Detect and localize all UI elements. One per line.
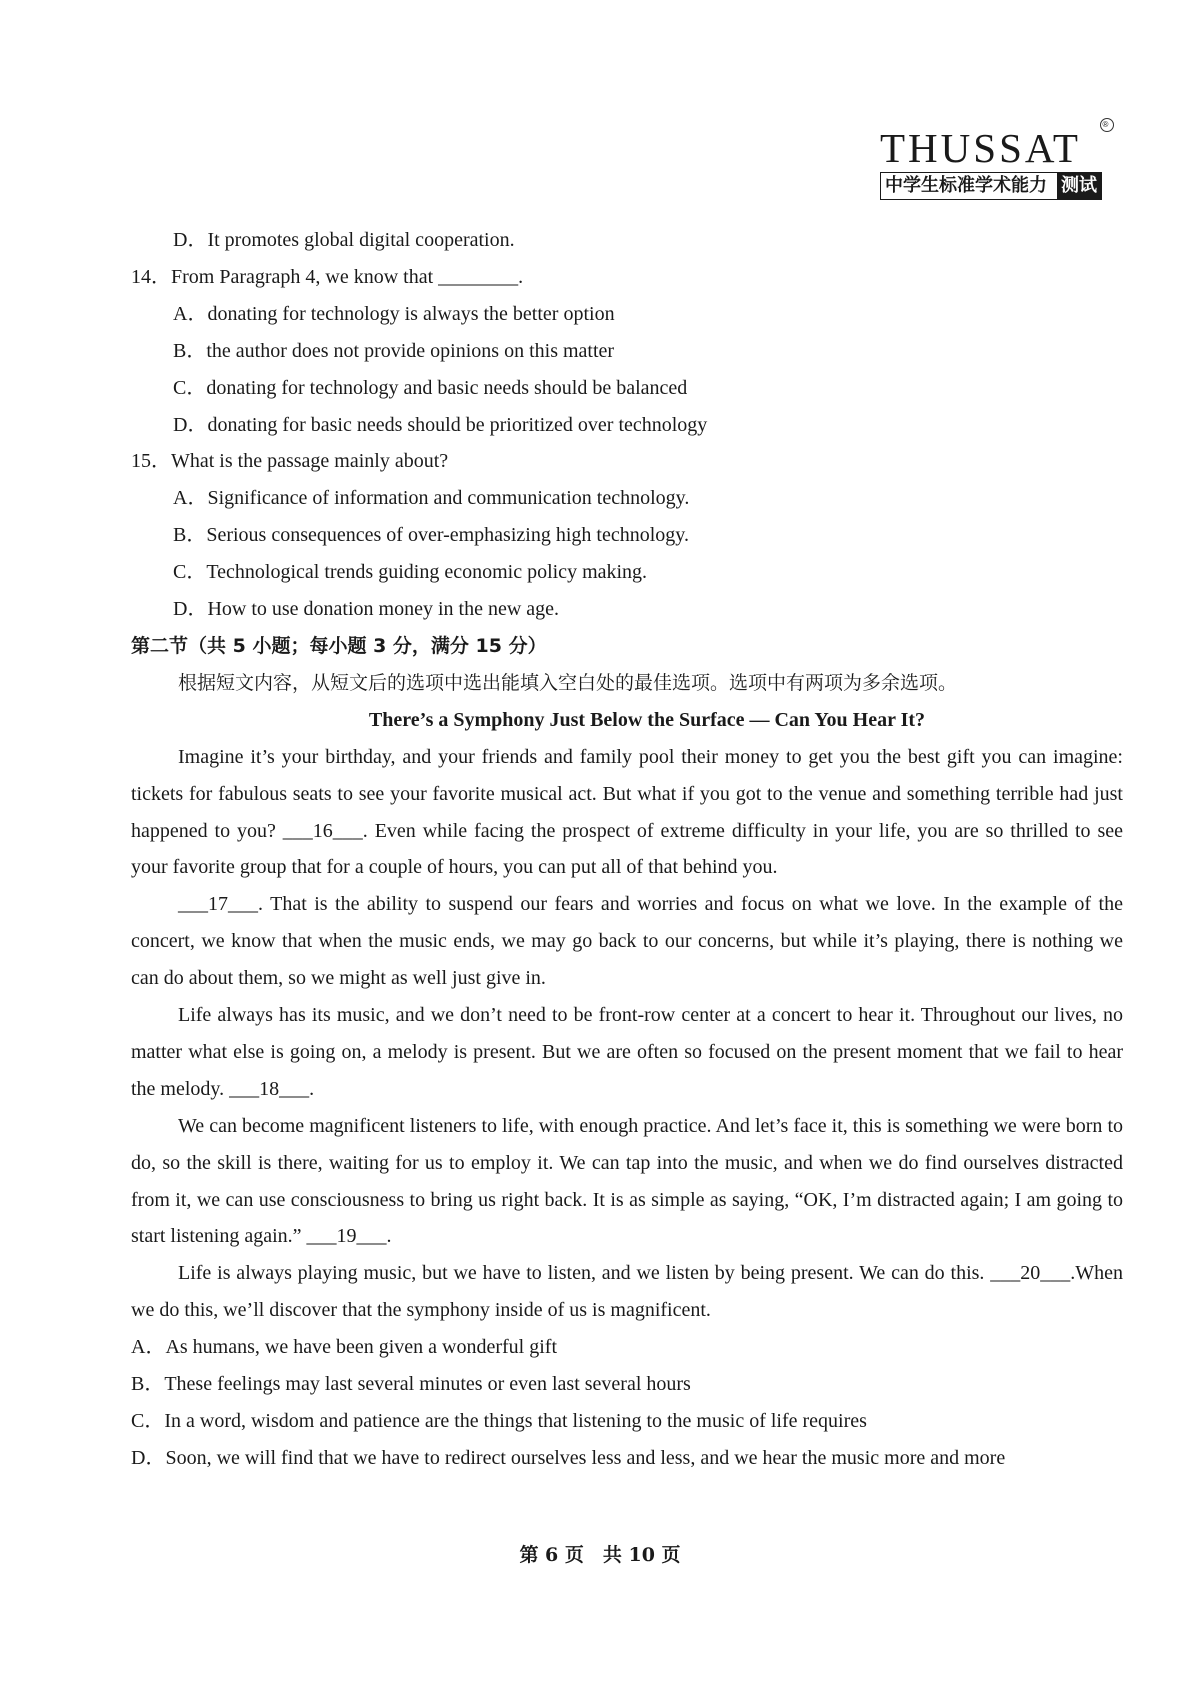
page-number-footer: 第 6 页 共 10 页	[519, 1544, 681, 1566]
section-heading: 第二节（共 5 小题；每小题 3 分，满分 15 分）	[131, 634, 547, 657]
q15-option-c: C．Technological trends guiding economic policy making.	[173, 561, 648, 584]
registered-icon: ®	[1100, 118, 1114, 132]
q14-option-d: D．donating for basic needs should be prioritized over technology	[173, 413, 708, 436]
passage-option-d: D．Soon, we will find that we have to redirect ourselves less and less, and we hear the music more and more	[131, 1446, 1006, 1469]
q14-option-c: C．donating for technology and basic needs should be balanced	[173, 376, 688, 399]
passage-paragraph-1: Imagine it’s your birthday, and your friends and family pool their money to get you the best gift you can imagine: tickets for fabulous seats to see your favorite musical act. But what if you got to the venue and something terrible had just happened to you? ___16___. Even while facing the prospect of extreme difficulty in your life, you are so thrilled to see your favorite group that for a couple of hours, you can put all of that behind you.	[131, 745, 1123, 879]
q14-option-a: A．donating for technology is always the better option	[173, 302, 615, 325]
q15-option-a: A．Significance of information and communication technology.	[173, 487, 690, 510]
passage-option-a: A．As humans, we have been given a wonderful gift	[131, 1336, 557, 1359]
logo-subtitle-left: 中学生标准学术能力	[885, 175, 1047, 196]
q15-stem: 15．What is the passage mainly about?	[131, 450, 449, 473]
passage-paragraph-2: ___17___. That is the ability to suspend our fears and worries and focus on what we love. In the example of the concert, we know that when the music ends, we may go back to our concerns, but while it’s playing, there is nothing we can do about them, so we might as well just give in.	[131, 893, 1123, 990]
passage-option-c: C．In a word, wisdom and patience are the things that listening to the music of life requires	[131, 1410, 867, 1432]
passage-paragraph-5: Life is always playing music, but we have to listen, and we listen by being present. We can do this. ___20___.When we do this, we’ll discover that the symphony inside of us is magnificent.	[131, 1262, 1123, 1322]
section-instruction: 根据短文内容，从短文后的选项中选出能填入空白处的最佳选项。选项中有两项为多余选项。	[178, 671, 958, 694]
q14-option-b: B．the author does not provide opinions on this matter	[173, 339, 615, 362]
passage-option-b: B．These feelings may last several minutes or even last several hours	[131, 1373, 691, 1396]
passage-paragraph-4: We can become magnificent listeners to life, with enough practice. And let’s face it, this is something we were born to do, so the skill is there, waiting for us to employ it. We can tap into the music, and when we do find ourselves distracted from it, we can use consciousness to bring us right back. It is as simple as saying, “OK, I’m distracted again; I am going to start listening again.” ___19___.	[131, 1114, 1123, 1248]
logo-subtitle	[880, 172, 1102, 200]
passage-title: There’s a Symphony Just Below the Surface — Can You Hear It?	[368, 708, 926, 731]
q15-option-d: D．How to use donation money in the new age.	[173, 598, 560, 621]
q15-option-b: B．Serious consequences of over-emphasizing high technology.	[173, 524, 689, 547]
thussat-logo	[880, 120, 1112, 200]
exam-page-content	[131, 222, 1123, 1477]
q14-stem: 14．From Paragraph 4, we know that ________.	[131, 265, 524, 288]
passage-paragraph-3: Life always has its music, and we don’t need to be front-row center at a concert to hear it. Throughout our lives, no matter what else is going on, a melody is present. But we are often so focused on the present moment that we fail to hear the melody. ___18___.	[131, 1004, 1123, 1100]
q13-option-d: D．It promotes global digital cooperation.	[173, 229, 515, 251]
logo-subtitle-right: 测试	[1057, 173, 1101, 199]
logo-wordmark: THUSSAT ®	[880, 126, 1110, 170]
